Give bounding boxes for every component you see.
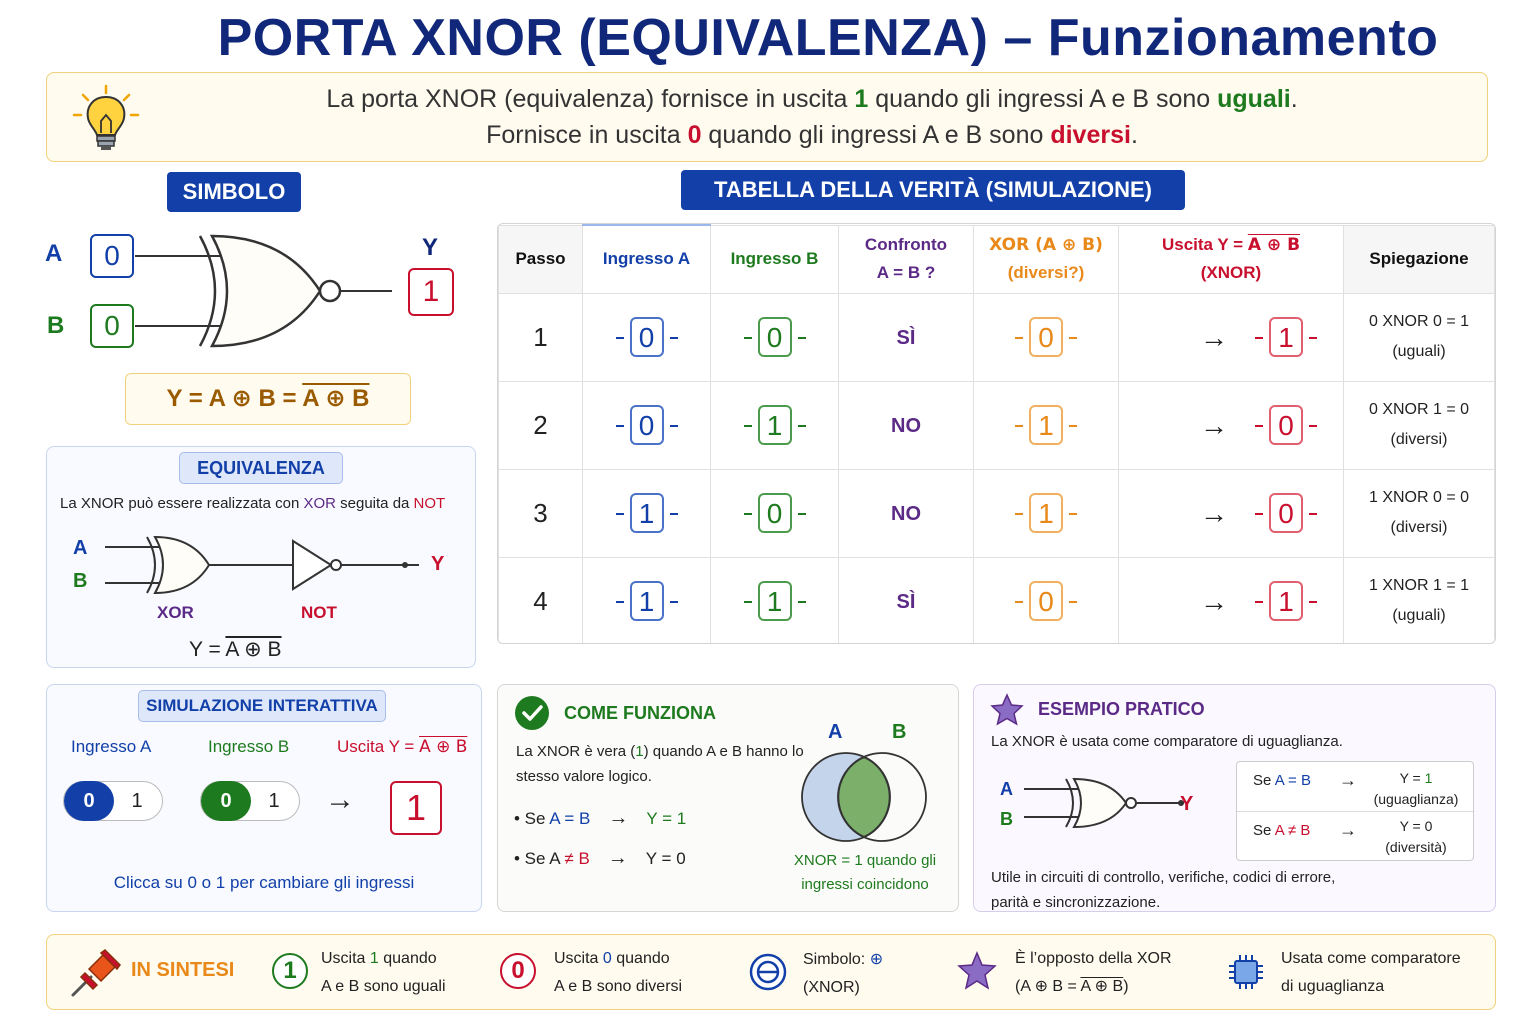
symbol-input-b: 0 <box>90 304 134 348</box>
how-heading: COME FUNZIONA <box>564 703 716 723</box>
venn-label-b: B <box>892 721 907 743</box>
pushpin-icon <box>67 947 123 999</box>
equivalence-text: La XNOR può essere realizzata con XOR seguita da NOT <box>60 495 446 512</box>
symbol-input-a: 0 <box>90 234 134 278</box>
simulation-box <box>46 684 482 912</box>
row-input-a: 1 <box>583 469 711 557</box>
row-xor: 0 <box>974 557 1119 644</box>
page-title: PORTA XNOR (EQUIVALENZA) – Funzionamento <box>217 9 1439 67</box>
equivalence-label-b: B <box>73 570 88 592</box>
symbol-label-b: B <box>47 312 65 339</box>
example-row-different-arrow: → <box>1339 820 1357 840</box>
row-output: → 1 <box>1119 557 1344 644</box>
row-output: → 0 <box>1119 381 1344 469</box>
row-input-b: 1 <box>711 557 839 644</box>
summary-badge-one: 1 <box>272 953 308 989</box>
example-label-y: Y <box>1180 793 1194 815</box>
header-compare: Confronto A = B ? <box>839 225 974 293</box>
row-input-b: 1 <box>711 381 839 469</box>
row-xor: 0 <box>974 293 1119 381</box>
row-xor: 1 <box>974 381 1119 469</box>
header-input-b: Ingresso B <box>711 225 839 293</box>
header-explanation: Spiegazione <box>1344 225 1495 293</box>
symbol-label-a: A <box>45 240 63 267</box>
example-label-a: A <box>1000 779 1013 799</box>
row-step: 2 <box>499 381 583 469</box>
row-arrow-icon: → <box>1200 410 1228 441</box>
chip-icon <box>1227 953 1265 991</box>
example-row-equal-arrow: → <box>1339 770 1357 790</box>
toggle-input-a[interactable] <box>63 781 163 821</box>
intro-line-1: La porta XNOR (equivalenza) fornisce in uscita 1 quando gli ingressi A e B sono uguali. <box>326 85 1298 113</box>
row-input-b: 0 <box>711 469 839 557</box>
row-explanation: 1 XNOR 1 = 1 (uguali) <box>1344 557 1495 644</box>
equivalence-heading: EQUIVALENZA <box>179 452 343 484</box>
row-step: 3 <box>499 469 583 557</box>
truth-table-row <box>499 381 1495 469</box>
summary-item-comparator: Usata come comparatore di uguaglianza <box>1281 950 1461 995</box>
summary-item-equal: Uscita 1 quando A e B sono uguali <box>321 950 446 995</box>
how-it-works-box <box>497 684 959 912</box>
intro-banner <box>46 72 1488 162</box>
symbol-formula: Y = A ⊕ B = A ⊕ B <box>125 373 411 425</box>
star-icon <box>990 693 1024 727</box>
row-explanation: 0 XNOR 1 = 0 (diversi) <box>1344 381 1495 469</box>
how-bullet-equal: • Se A = B → Y = 1 <box>514 807 687 829</box>
symbol-output-y: 1 <box>408 268 454 316</box>
example-row-equal-result: Y = 1 (uguaglianza) <box>1373 770 1459 807</box>
truth-table-header-row <box>499 225 1495 293</box>
how-text-2: stesso valore logico. <box>516 768 652 785</box>
truth-table <box>497 223 1496 644</box>
simulation-hint: Clicca su 0 o 1 per cambiare gli ingressi <box>113 873 415 892</box>
row-arrow-icon: → <box>1200 322 1228 353</box>
truth-table-row <box>499 469 1495 557</box>
summary-bar <box>46 934 1496 1010</box>
header-step: Passo <box>499 225 583 293</box>
row-xor: 1 <box>974 469 1119 557</box>
symbol-heading: SIMBOLO <box>167 172 301 212</box>
example-xnor-gate-icon <box>1014 773 1189 833</box>
simulation-output: 1 <box>390 781 442 835</box>
xor-symbol-icon <box>749 953 787 991</box>
row-input-a: 0 <box>583 381 711 469</box>
example-row-different: Se A ≠ B <box>1253 822 1311 839</box>
toggle-input-b[interactable] <box>200 781 300 821</box>
example-row-different-result: Y = 0 (diversità) <box>1385 818 1447 855</box>
header-xor: XOR (A ⊕ B) (diversi?) <box>974 225 1119 293</box>
toggle-b-option-1[interactable]: 1 <box>268 790 280 812</box>
simulation-label-b: Ingresso B <box>208 737 290 756</box>
row-step: 4 <box>499 557 583 644</box>
row-output: → 0 <box>1119 469 1344 557</box>
toggle-a-option-0[interactable]: 0 <box>64 781 114 821</box>
opposite-star-icon <box>957 951 997 991</box>
header-input-a: Ingresso A <box>583 225 711 293</box>
header-output: Uscita Y = A ⊕ B (XNOR) <box>1119 225 1344 293</box>
summary-item-symbol: Simbolo: ⊕ (XNOR) <box>803 949 884 996</box>
row-compare: NO <box>839 469 974 557</box>
venn-caption: XNOR = 1 quando gli ingressi coincidono <box>793 852 937 893</box>
equivalence-box <box>46 446 476 668</box>
summary-item-different: Uscita 0 quando A e B sono diversi <box>554 950 683 995</box>
row-output: → 1 <box>1119 293 1344 381</box>
toggle-b-option-0[interactable]: 0 <box>201 781 251 821</box>
row-compare: SÌ <box>839 557 974 644</box>
truth-table-heading: TABELLA DELLA VERITÀ (SIMULAZIONE) <box>681 170 1185 210</box>
example-footer: Utile in circuiti di controllo, verifiche, codici di errore, parità e sincronizzazione. <box>991 869 1336 911</box>
truth-table-row <box>499 293 1495 381</box>
xor-not-circuit-icon <box>47 527 477 607</box>
truth-table-row <box>499 557 1495 644</box>
row-input-b: 0 <box>711 293 839 381</box>
toggle-a-option-1[interactable]: 1 <box>131 790 143 812</box>
row-input-a: 1 <box>583 557 711 644</box>
summary-heading: IN SINTESI <box>131 959 235 981</box>
equivalence-formula: Y = A ⊕ B <box>189 638 282 661</box>
summary-item-opposite: È l’opposto della XOR (A ⊕ B = A ⊕ B) <box>1015 950 1172 995</box>
how-text-1: La XNOR è vera (1) quando A e B hanno lo <box>516 743 804 760</box>
simulation-label-a: Ingresso A <box>71 737 152 756</box>
row-step: 1 <box>499 293 583 381</box>
venn-diagram-icon <box>794 747 934 847</box>
equivalence-gate-xor: XOR <box>157 603 194 622</box>
example-heading: ESEMPIO PRATICO <box>1038 699 1205 719</box>
row-arrow-icon: → <box>1200 498 1228 529</box>
row-input-a: 0 <box>583 293 711 381</box>
equivalence-gate-not: NOT <box>301 603 337 622</box>
example-label-b: B <box>1000 809 1013 829</box>
xnor-symbol-diagram <box>40 228 480 358</box>
symbol-label-y: Y <box>422 234 439 261</box>
summary-badge-zero: 0 <box>500 953 536 989</box>
row-arrow-icon: → <box>1200 586 1228 617</box>
simulation-heading: SIMULAZIONE INTERATTIVA <box>138 690 386 722</box>
simulation-arrow-icon: → <box>325 783 355 816</box>
checkmark-icon <box>514 695 550 731</box>
row-explanation: 1 XNOR 0 = 0 (diversi) <box>1344 469 1495 557</box>
example-row-equal: Se A = B <box>1253 772 1311 789</box>
row-explanation: 0 XNOR 0 = 1 (uguali) <box>1344 293 1495 381</box>
equivalence-label-a: A <box>73 537 88 559</box>
simulation-label-y: Uscita Y = A ⊕ B <box>337 737 468 757</box>
equivalence-label-y: Y <box>431 553 445 575</box>
how-bullet-different: • Se A ≠ B → Y = 0 <box>514 847 686 869</box>
example-text: La XNOR è usata come comparatore di uguaglianza. <box>991 733 1343 750</box>
example-box <box>973 684 1496 912</box>
row-compare: NO <box>839 381 974 469</box>
row-compare: SÌ <box>839 293 974 381</box>
intro-line-2: Fornisce in uscita 0 quando gli ingressi A e B sono diversi. <box>486 121 1138 149</box>
example-results-table <box>1236 761 1474 861</box>
venn-label-a: A <box>828 721 843 743</box>
